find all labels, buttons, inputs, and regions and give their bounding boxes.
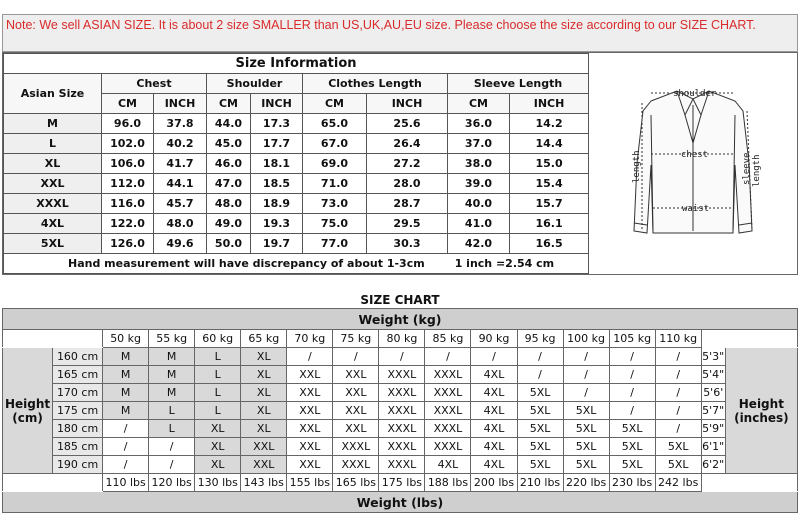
size-label-cell: XL [4, 154, 102, 174]
measurement-cell: 46.0 [207, 154, 251, 174]
size-label-cell: XXL [4, 174, 102, 194]
size-cell: / [609, 348, 655, 366]
weight-lbs-cell: 175 lbs [379, 474, 425, 492]
size-cell: XL [241, 402, 287, 420]
size-cell: XXL [287, 438, 333, 456]
measurement-cell: 17.7 [251, 134, 303, 154]
measurement-cell: 75.0 [303, 214, 367, 234]
size-cell: XXL [287, 366, 333, 384]
shirt-illustration [589, 53, 798, 274]
size-cell: XXXL [425, 384, 471, 402]
size-information-table [3, 53, 589, 274]
inch-conversion-note: 1 inch =2.54 cm [454, 257, 555, 270]
measurement-cell: 96.0 [102, 114, 154, 134]
size-cell: / [425, 348, 471, 366]
measurement-cell: 49.6 [154, 234, 207, 254]
size-cell: XXL [287, 420, 333, 438]
measurement-cell: 18.9 [251, 194, 303, 214]
measurement-cell: 67.0 [303, 134, 367, 154]
measurement-cell: 69.0 [303, 154, 367, 174]
size-cell: / [471, 348, 517, 366]
height-inch-cell: 6'2" [701, 456, 725, 474]
size-cell: M [149, 366, 195, 384]
measurement-cell: 48.0 [207, 194, 251, 214]
diagram-sleeve-label: sleeve [742, 152, 752, 185]
size-cell: XXL [333, 384, 379, 402]
size-row [4, 114, 589, 134]
measurement-cell: 18.5 [251, 174, 303, 194]
size-cell: / [149, 456, 195, 474]
measurement-cell: 65.0 [303, 114, 367, 134]
size-footer-row [4, 254, 589, 274]
measurement-cell: 102.0 [102, 134, 154, 154]
size-cell: / [103, 456, 149, 474]
size-cell: XL [195, 438, 241, 456]
weight-kg-cell: 60 kg [195, 330, 241, 348]
measurement-cell: 42.0 [448, 234, 510, 254]
size-cell: / [287, 348, 333, 366]
size-cell: 4XL [471, 438, 517, 456]
unit-header: INCH [154, 94, 207, 114]
measurement-cell: 48.0 [154, 214, 207, 234]
height-inch-cell: 5'4" [701, 366, 725, 384]
size-cell: XXXL [379, 384, 425, 402]
weight-kg-cell: 55 kg [149, 330, 195, 348]
size-cell: XXXL [425, 366, 471, 384]
weight-kg-cell: 105 kg [609, 330, 655, 348]
measurement-cell: 15.4 [510, 174, 589, 194]
measurement-cell: 15.7 [510, 194, 589, 214]
weight-kg-cell: 100 kg [563, 330, 609, 348]
size-chart-row [3, 456, 798, 474]
weight-kg-cell: 70 kg [287, 330, 333, 348]
shirt-measurement-diagram [588, 53, 797, 274]
measurement-cell: 112.0 [102, 174, 154, 194]
size-row [4, 214, 589, 234]
asian-size-header: Asian Size [4, 74, 102, 114]
size-cell: 5XL [609, 438, 655, 456]
weight-lbs-cell: 188 lbs [425, 474, 471, 492]
size-cell: 5XL [517, 384, 563, 402]
measurement-cell: 122.0 [102, 214, 154, 234]
size-cell: 5XL [655, 456, 701, 474]
size-chart-row [3, 366, 798, 384]
size-cell: XXL [287, 456, 333, 474]
size-cell: / [655, 402, 701, 420]
measurement-cell: 47.0 [207, 174, 251, 194]
size-cell: 5XL [609, 420, 655, 438]
measurement-cell: 15.0 [510, 154, 589, 174]
height-cm-label: Height (cm) [3, 348, 53, 474]
size-cell: XXXL [379, 402, 425, 420]
weight-lbs-cell: 165 lbs [333, 474, 379, 492]
size-cell: XXL [333, 402, 379, 420]
size-cell: XL [241, 366, 287, 384]
size-cell: / [563, 366, 609, 384]
size-cell: XXXL [333, 438, 379, 456]
measurement-cell: 38.0 [448, 154, 510, 174]
weight-kg-cell: 95 kg [517, 330, 563, 348]
size-chart-table [2, 308, 798, 513]
size-label-cell: M [4, 114, 102, 134]
size-cell: 4XL [471, 456, 517, 474]
size-cell: 4XL [471, 402, 517, 420]
weight-kg-band: Weight (kg) [3, 309, 798, 330]
unit-header: CM [448, 94, 510, 114]
measurement-cell: 45.0 [207, 134, 251, 154]
measurement-cell: 41.7 [154, 154, 207, 174]
measurement-cell: 27.2 [367, 154, 448, 174]
weight-lbs-cell: 130 lbs [195, 474, 241, 492]
height-inch-cell: 5'6' [701, 384, 725, 402]
measurement-cell: 19.7 [251, 234, 303, 254]
measurement-note [4, 254, 589, 274]
measurement-cell: 14.4 [510, 134, 589, 154]
measurement-cell: 44.1 [154, 174, 207, 194]
size-cell: 4XL [471, 366, 517, 384]
diagram-sleeve-length-label: length [752, 154, 762, 187]
size-row [4, 194, 589, 214]
size-label-cell: L [4, 134, 102, 154]
size-cell: XL [241, 420, 287, 438]
weight-lbs-band: Weight (lbs) [3, 492, 798, 513]
size-cell: / [655, 366, 701, 384]
size-cell: / [517, 348, 563, 366]
measurement-cell: 39.0 [448, 174, 510, 194]
size-cell: / [655, 384, 701, 402]
measurement-cell: 50.0 [207, 234, 251, 254]
size-cell: / [149, 438, 195, 456]
measurement-cell: 45.7 [154, 194, 207, 214]
diagram-shoulder-label: shoulder [673, 89, 717, 99]
diagram-chest-label: chest [681, 150, 709, 160]
size-row [4, 154, 589, 174]
size-cell: / [517, 366, 563, 384]
size-cell: / [609, 366, 655, 384]
size-cell: L [195, 384, 241, 402]
kg-corner-right [701, 330, 797, 348]
measurement-cell: 40.0 [448, 194, 510, 214]
measurement-cell: 19.3 [251, 214, 303, 234]
size-cell: XL [241, 384, 287, 402]
size-cell: M [149, 348, 195, 366]
size-cell: XL [195, 420, 241, 438]
measurement-cell: 25.6 [367, 114, 448, 134]
size-cell: 5XL [517, 438, 563, 456]
weight-kg-cell: 65 kg [241, 330, 287, 348]
size-cell: L [195, 366, 241, 384]
measurement-cell: 16.5 [510, 234, 589, 254]
weight-kg-cell: 85 kg [425, 330, 471, 348]
weight-kg-cell: 75 kg [333, 330, 379, 348]
measure-group-header: Shoulder [207, 74, 303, 94]
size-cell: L [195, 402, 241, 420]
measurement-cell: 36.0 [448, 114, 510, 134]
measurement-cell: 28.0 [367, 174, 448, 194]
weight-lbs-cell: 220 lbs [563, 474, 609, 492]
lbs-corner-right [701, 474, 797, 492]
measurement-cell: 26.4 [367, 134, 448, 154]
size-row [4, 234, 589, 254]
unit-header: CM [207, 94, 251, 114]
weight-kg-cell: 110 kg [655, 330, 701, 348]
height-inch-cell: 5'7" [701, 402, 725, 420]
size-cell: 5XL [517, 456, 563, 474]
measurement-cell: 49.0 [207, 214, 251, 234]
size-cell: XXL [287, 384, 333, 402]
lbs-corner [3, 474, 103, 492]
size-chart-row [3, 438, 798, 456]
size-cell: 5XL [655, 438, 701, 456]
height-inch-cell: 5'9" [701, 420, 725, 438]
height-cm-cell: 165 cm [53, 366, 103, 384]
size-cell: 4XL [471, 420, 517, 438]
size-cell: 4XL [425, 456, 471, 474]
size-cell: XL [195, 456, 241, 474]
size-cell: XXL [287, 402, 333, 420]
size-cell: XXL [333, 420, 379, 438]
measurement-cell: 40.2 [154, 134, 207, 154]
size-cell: XXL [333, 366, 379, 384]
weight-lbs-cell: 200 lbs [471, 474, 517, 492]
measure-group-header: Chest [102, 74, 207, 94]
size-cell: 5XL [563, 420, 609, 438]
size-chart-title: SIZE CHART [360, 293, 440, 307]
measurement-cell: 14.2 [510, 114, 589, 134]
size-cell: XXXL [425, 420, 471, 438]
weight-lbs-cell: 155 lbs [287, 474, 333, 492]
size-chart-row [3, 384, 798, 402]
size-cell: XL [241, 348, 287, 366]
size-cell: / [563, 348, 609, 366]
weight-lbs-row [3, 474, 798, 492]
size-cell: / [655, 348, 701, 366]
measurement-cell: 126.0 [102, 234, 154, 254]
size-cell: L [149, 402, 195, 420]
size-cell: XXXL [333, 456, 379, 474]
kg-corner [3, 330, 103, 348]
measurement-cell: 71.0 [303, 174, 367, 194]
diagram-length-label: length [632, 150, 642, 183]
size-cell: L [149, 420, 195, 438]
height-cm-cell: 170 cm [53, 384, 103, 402]
size-cell: M [103, 402, 149, 420]
size-cell: 5XL [609, 456, 655, 474]
measurement-cell: 18.1 [251, 154, 303, 174]
size-row [4, 134, 589, 154]
discrepancy-note: Hand measurement will have discrepancy of about 1-3cm [68, 257, 425, 270]
size-cell: 5XL [517, 420, 563, 438]
weight-lbs-cell: 230 lbs [609, 474, 655, 492]
size-chart-row [3, 420, 798, 438]
weight-kg-cell: 80 kg [379, 330, 425, 348]
measurement-cell: 28.7 [367, 194, 448, 214]
size-cell: / [609, 402, 655, 420]
size-cell: / [103, 438, 149, 456]
weight-lbs-cell: 242 lbs [655, 474, 701, 492]
weight-lbs-cell: 143 lbs [241, 474, 287, 492]
size-row [4, 174, 589, 194]
measurement-cell: 44.0 [207, 114, 251, 134]
size-cell: 5XL [563, 456, 609, 474]
size-cell: XXL [241, 438, 287, 456]
measurement-cell: 16.1 [510, 214, 589, 234]
size-cell: XXXL [379, 366, 425, 384]
measurement-cell: 116.0 [102, 194, 154, 214]
size-chart-row [3, 402, 798, 420]
size-cell: XXXL [379, 420, 425, 438]
size-cell: 4XL [471, 384, 517, 402]
size-chart-row [3, 348, 798, 366]
measurement-cell: 77.0 [303, 234, 367, 254]
weight-kg-cell: 50 kg [103, 330, 149, 348]
measurement-cell: 106.0 [102, 154, 154, 174]
size-cell: / [333, 348, 379, 366]
weight-lbs-cell: 210 lbs [517, 474, 563, 492]
size-cell: / [563, 384, 609, 402]
weight-lbs-band-row [3, 492, 798, 513]
size-cell: XXXL [379, 456, 425, 474]
measure-group-header: Sleeve Length [448, 74, 589, 94]
height-cm-cell: 160 cm [53, 348, 103, 366]
measurement-cell: 73.0 [303, 194, 367, 214]
measurement-cell: 37.0 [448, 134, 510, 154]
size-cell: XXXL [425, 438, 471, 456]
height-cm-cell: 190 cm [53, 456, 103, 474]
measure-group-header: Clothes Length [303, 74, 448, 94]
size-cell: M [103, 366, 149, 384]
height-cm-cell: 180 cm [53, 420, 103, 438]
weight-lbs-cell: 120 lbs [149, 474, 195, 492]
size-cell: / [379, 348, 425, 366]
size-label-cell: 5XL [4, 234, 102, 254]
height-inch-cell: 5'3" [701, 348, 725, 366]
size-cell: XXXL [425, 402, 471, 420]
measurement-cell: 30.3 [367, 234, 448, 254]
size-cell: M [149, 384, 195, 402]
weight-lbs-cell: 110 lbs [103, 474, 149, 492]
unit-header: INCH [367, 94, 448, 114]
measurement-cell: 41.0 [448, 214, 510, 234]
size-cell: / [609, 384, 655, 402]
height-cm-cell: 175 cm [53, 402, 103, 420]
size-cell: 5XL [563, 438, 609, 456]
size-note: Note: We sell ASIAN SIZE. It is about 2 size SMALLER than US,UK,AU,EU size. Please choose the size according to our SIZE CHART. [2, 14, 798, 52]
size-cell: M [103, 348, 149, 366]
size-cell: XXXL [379, 438, 425, 456]
size-label-cell: XXXL [4, 194, 102, 214]
size-information-panel [2, 52, 798, 275]
size-info-title: Size Information [4, 54, 589, 74]
size-cell: 5XL [563, 402, 609, 420]
size-cell: 5XL [517, 402, 563, 420]
unit-header: INCH [251, 94, 303, 114]
measurement-cell: 17.3 [251, 114, 303, 134]
height-cm-cell: 185 cm [53, 438, 103, 456]
height-inches-label: Height (inches) [725, 348, 797, 474]
size-cell: M [103, 384, 149, 402]
weight-kg-cell: 90 kg [471, 330, 517, 348]
height-inch-cell: 6'1" [701, 438, 725, 456]
size-cell: / [103, 420, 149, 438]
unit-header: INCH [510, 94, 589, 114]
size-cell: / [655, 420, 701, 438]
measurement-cell: 29.5 [367, 214, 448, 234]
measurement-cell: 37.8 [154, 114, 207, 134]
size-label-cell: 4XL [4, 214, 102, 234]
unit-header: CM [102, 94, 154, 114]
unit-header: CM [303, 94, 367, 114]
size-cell: L [195, 348, 241, 366]
diagram-waist-label: waist [682, 204, 710, 214]
size-cell: XXL [241, 456, 287, 474]
